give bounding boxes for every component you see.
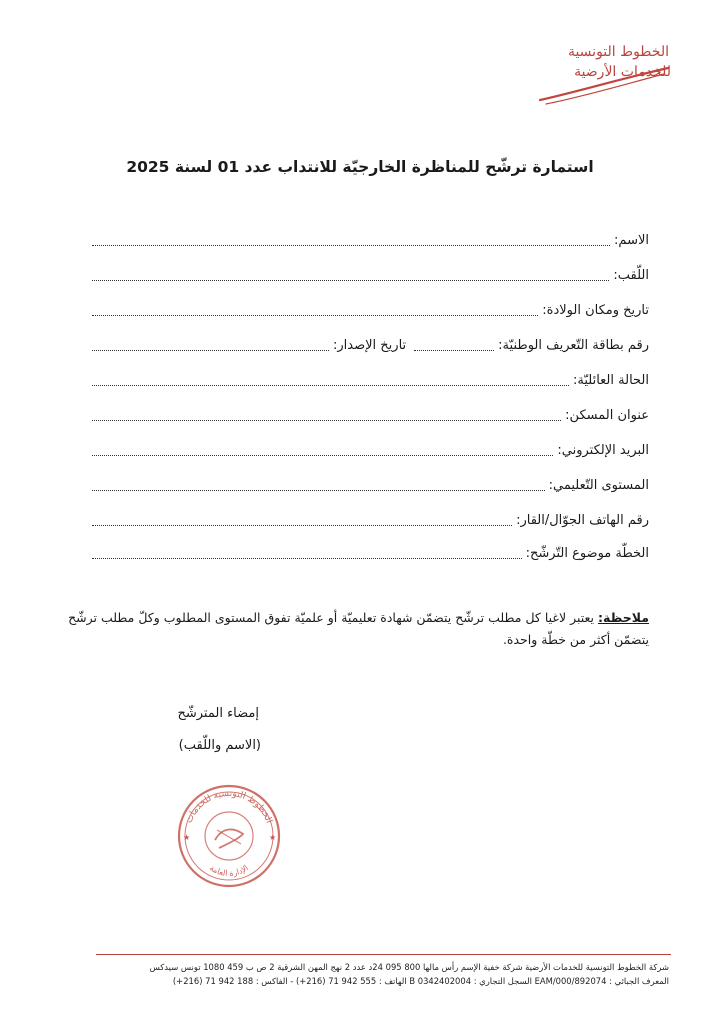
- svg-text:الإدارة العامة: [208, 863, 250, 878]
- field-line[interactable]: [92, 314, 538, 316]
- signature-sublabel: (الاسم واللّقب): [178, 738, 261, 753]
- field-label: اللّقب:: [613, 268, 649, 283]
- field-line[interactable]: [92, 244, 610, 246]
- field-line[interactable]: [92, 279, 609, 281]
- svg-text:★: ★: [183, 833, 191, 842]
- field-line[interactable]: [92, 349, 329, 351]
- field-line[interactable]: [414, 349, 494, 351]
- field-label: رقم الهاتف الجوّال/القار:: [516, 513, 649, 528]
- field-label: الاسم:: [614, 233, 649, 248]
- field-label: تاريخ ومكان الولادة:: [542, 303, 649, 318]
- company-stamp: [175, 782, 283, 890]
- field-line[interactable]: [92, 524, 512, 526]
- field-label: الخطّة موضوع التّرشّح:: [525, 546, 649, 561]
- field-education-level[interactable]: [92, 473, 649, 495]
- signature-label: إمضاء المترشّح: [177, 706, 259, 721]
- company-logo: [536, 44, 671, 106]
- note-paragraph: [59, 607, 649, 651]
- field-birth-date-place[interactable]: [92, 298, 649, 320]
- field-first-name[interactable]: [92, 228, 649, 250]
- field-line[interactable]: [92, 489, 545, 491]
- field-label-issue-date: تاريخ الإصدار:: [333, 338, 407, 353]
- field-line[interactable]: [92, 419, 561, 421]
- field-line[interactable]: [92, 384, 569, 386]
- field-marital-status[interactable]: [92, 368, 649, 390]
- logo-line-2: للخدمات الأرضية: [574, 64, 671, 80]
- footer-line-1: شركة الخطوط التونسية للخدمات الأرضية شركة خفية الإسم رأس مالها 800 095 24د عدد 2 نهج المهن الشرقية 2 ص ب 459 1080 تونس سيدكس: [149, 962, 669, 972]
- field-label: المستوى التّعليمي:: [548, 478, 649, 493]
- note-text: يعتبر لاغيا كل مطلب ترشّح يتضمّن شهادة تعليميّة أو علميّة تفوق المستوى المطلوب وكلّ مطلب ترشّح يتضمّن أكثر من خطّة واحدة.: [68, 610, 649, 647]
- field-phone[interactable]: [92, 508, 649, 530]
- svg-text:★: ★: [269, 833, 277, 842]
- logo-line-1: الخطوط التونسية: [567, 44, 669, 60]
- field-national-id[interactable]: [92, 333, 649, 355]
- field-address[interactable]: [92, 403, 649, 425]
- form-title: استمارة ترشّح للمناظرة الخارجيّة للانتداب عدد 01 لسنة 2025: [126, 158, 594, 176]
- field-last-name[interactable]: [92, 263, 649, 285]
- field-label: عنوان المسكن:: [565, 408, 649, 423]
- field-position[interactable]: [92, 541, 649, 563]
- footer: [39, 960, 669, 988]
- stamp-outer-text: الخطوط التونسية للخدمات: [184, 788, 274, 825]
- field-label: البريد الإلكتروني:: [557, 443, 649, 458]
- footer-line-2: المعرف الجبائي : 892074/EAM/000 السجل التجاري : B 0342402004 الهاتف : 555 942 71 (216+) - الفاكس : 188 942 71 (216+): [172, 976, 669, 986]
- note-heading: ملاحظة:: [598, 610, 649, 625]
- footer-divider: [96, 954, 671, 955]
- field-line[interactable]: [92, 454, 553, 456]
- field-label: الحالة العائليّة:: [573, 373, 649, 388]
- field-label: رقم بطاقة التّعريف الوطنيّة:: [498, 338, 649, 353]
- svg-text:الخطوط التونسية للخدمات: [184, 789, 273, 825]
- stamp-inner-text: الإدارة العامة: [207, 863, 251, 879]
- logo-swoosh-icon: [536, 62, 671, 106]
- field-email[interactable]: [92, 438, 649, 460]
- field-line[interactable]: [92, 557, 522, 559]
